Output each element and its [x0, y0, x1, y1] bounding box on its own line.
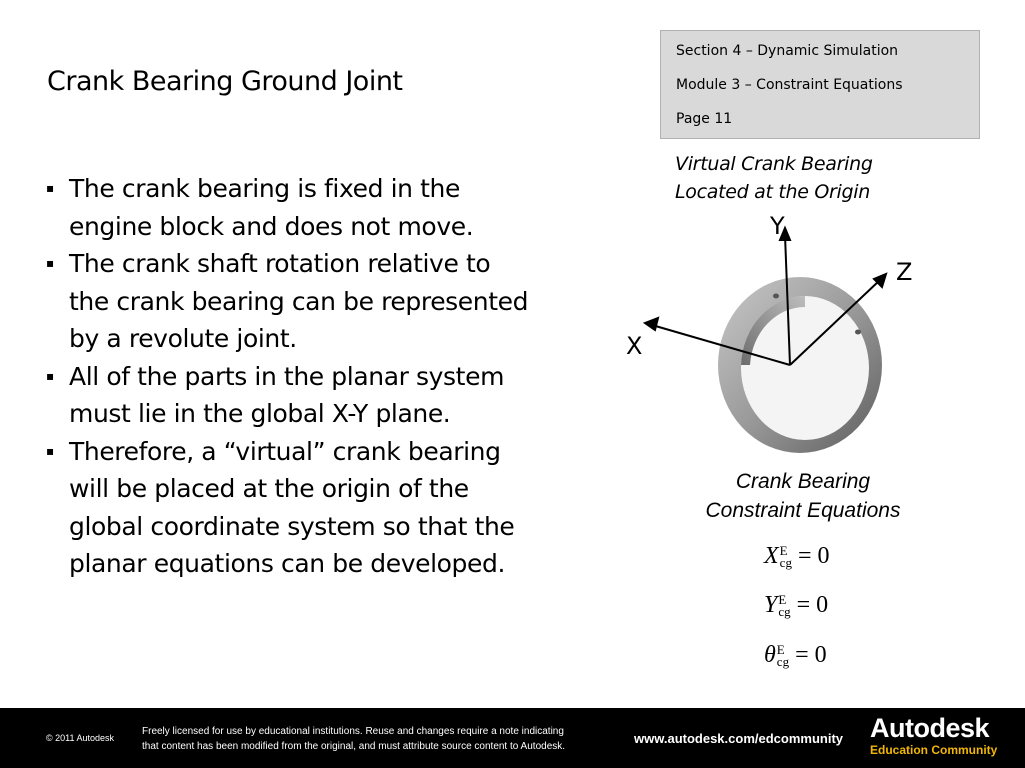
bullet-text: will be placed at the origin of the — [69, 474, 469, 503]
bullet-text: global coordinate system so that the — [69, 511, 515, 541]
x-axis-arrowhead — [645, 318, 658, 330]
figure-caption-line: Virtual Crank Bearing — [675, 153, 873, 175]
bullet-marker: ▪ — [46, 181, 54, 195]
bullet-item — [46, 245, 566, 358]
education-community-label: Education Community — [870, 743, 998, 757]
equation-x — [764, 543, 830, 570]
equation-y — [764, 592, 828, 619]
z-axis-label: Z — [896, 258, 913, 286]
equation-sub: cg — [779, 555, 792, 571]
figure-caption — [675, 150, 873, 206]
bullet-text: The crank bearing is fixed in the — [69, 174, 460, 203]
bullet-text: must lie in the global X-Y plane. — [69, 399, 451, 428]
equation-sup: E — [779, 543, 788, 559]
constraint-title — [672, 467, 934, 525]
footer-bar — [0, 708, 1025, 768]
equation-rhs: = 0 — [795, 642, 827, 668]
constraint-title-line: Crank Bearing — [735, 470, 871, 493]
constraint-title-line: Constraint Equations — [705, 499, 901, 522]
equation-var: θ — [764, 642, 776, 668]
equation-sub: cg — [778, 604, 791, 620]
bullet-text: The crank shaft rotation relative to — [69, 249, 491, 278]
bullet-item — [46, 170, 566, 245]
license-line: Freely licensed for use by educational institutions. Reuse and changes require a note indicating — [142, 726, 564, 737]
module-label: Module 3 – Constraint Equations — [676, 77, 903, 93]
bullet-marker: ▪ — [46, 256, 54, 270]
crank-bearing-ring — [718, 277, 882, 453]
equation-var: X — [764, 543, 779, 569]
bullet-text: All of the parts in the planar system — [69, 361, 505, 391]
bullet-text: Therefore, a “virtual” crank bearing — [69, 436, 501, 466]
bullet-marker: ▪ — [46, 368, 54, 383]
section-info-box — [660, 30, 980, 139]
y-axis-label: Y — [770, 212, 785, 240]
bullet-text: the crank bearing can be represented — [69, 286, 529, 316]
page-title: Crank Bearing Ground Joint — [47, 66, 403, 97]
figure-caption-line: Located at the Origin — [675, 181, 871, 203]
equation-sup: E — [778, 592, 787, 608]
bullet-item — [46, 433, 566, 583]
license-line: that content has been modified from the original, and must attribute source content to Autodesk. — [142, 741, 566, 752]
bullet-list — [46, 170, 566, 583]
equation-theta — [764, 642, 827, 669]
bullet-marker: ▪ — [46, 443, 54, 458]
equation-sup: E — [776, 642, 785, 658]
license-text — [142, 724, 632, 754]
page-number: Page 11 — [676, 111, 733, 127]
bearing-figure — [600, 215, 930, 465]
equation-var: Y — [764, 592, 778, 618]
equation-rhs: = 0 — [796, 592, 829, 618]
edcommunity-link[interactable]: www.autodesk.com/edcommunity — [634, 731, 844, 746]
autodesk-logo: Autodesk — [870, 713, 990, 743]
x-axis-label: X — [626, 332, 643, 360]
bullet-text: by a revolute joint. — [69, 324, 297, 353]
bullet-text: engine block and does not move. — [69, 211, 474, 241]
equation-sub: cg — [776, 654, 790, 670]
equation-rhs: = 0 — [797, 543, 830, 569]
bullet-text: planar equations can be developed. — [69, 549, 505, 578]
bullet-item — [46, 358, 566, 433]
copyright-text: © 2011 Autodesk — [46, 733, 115, 743]
section-label: Section 4 – Dynamic Simulation — [676, 43, 899, 59]
